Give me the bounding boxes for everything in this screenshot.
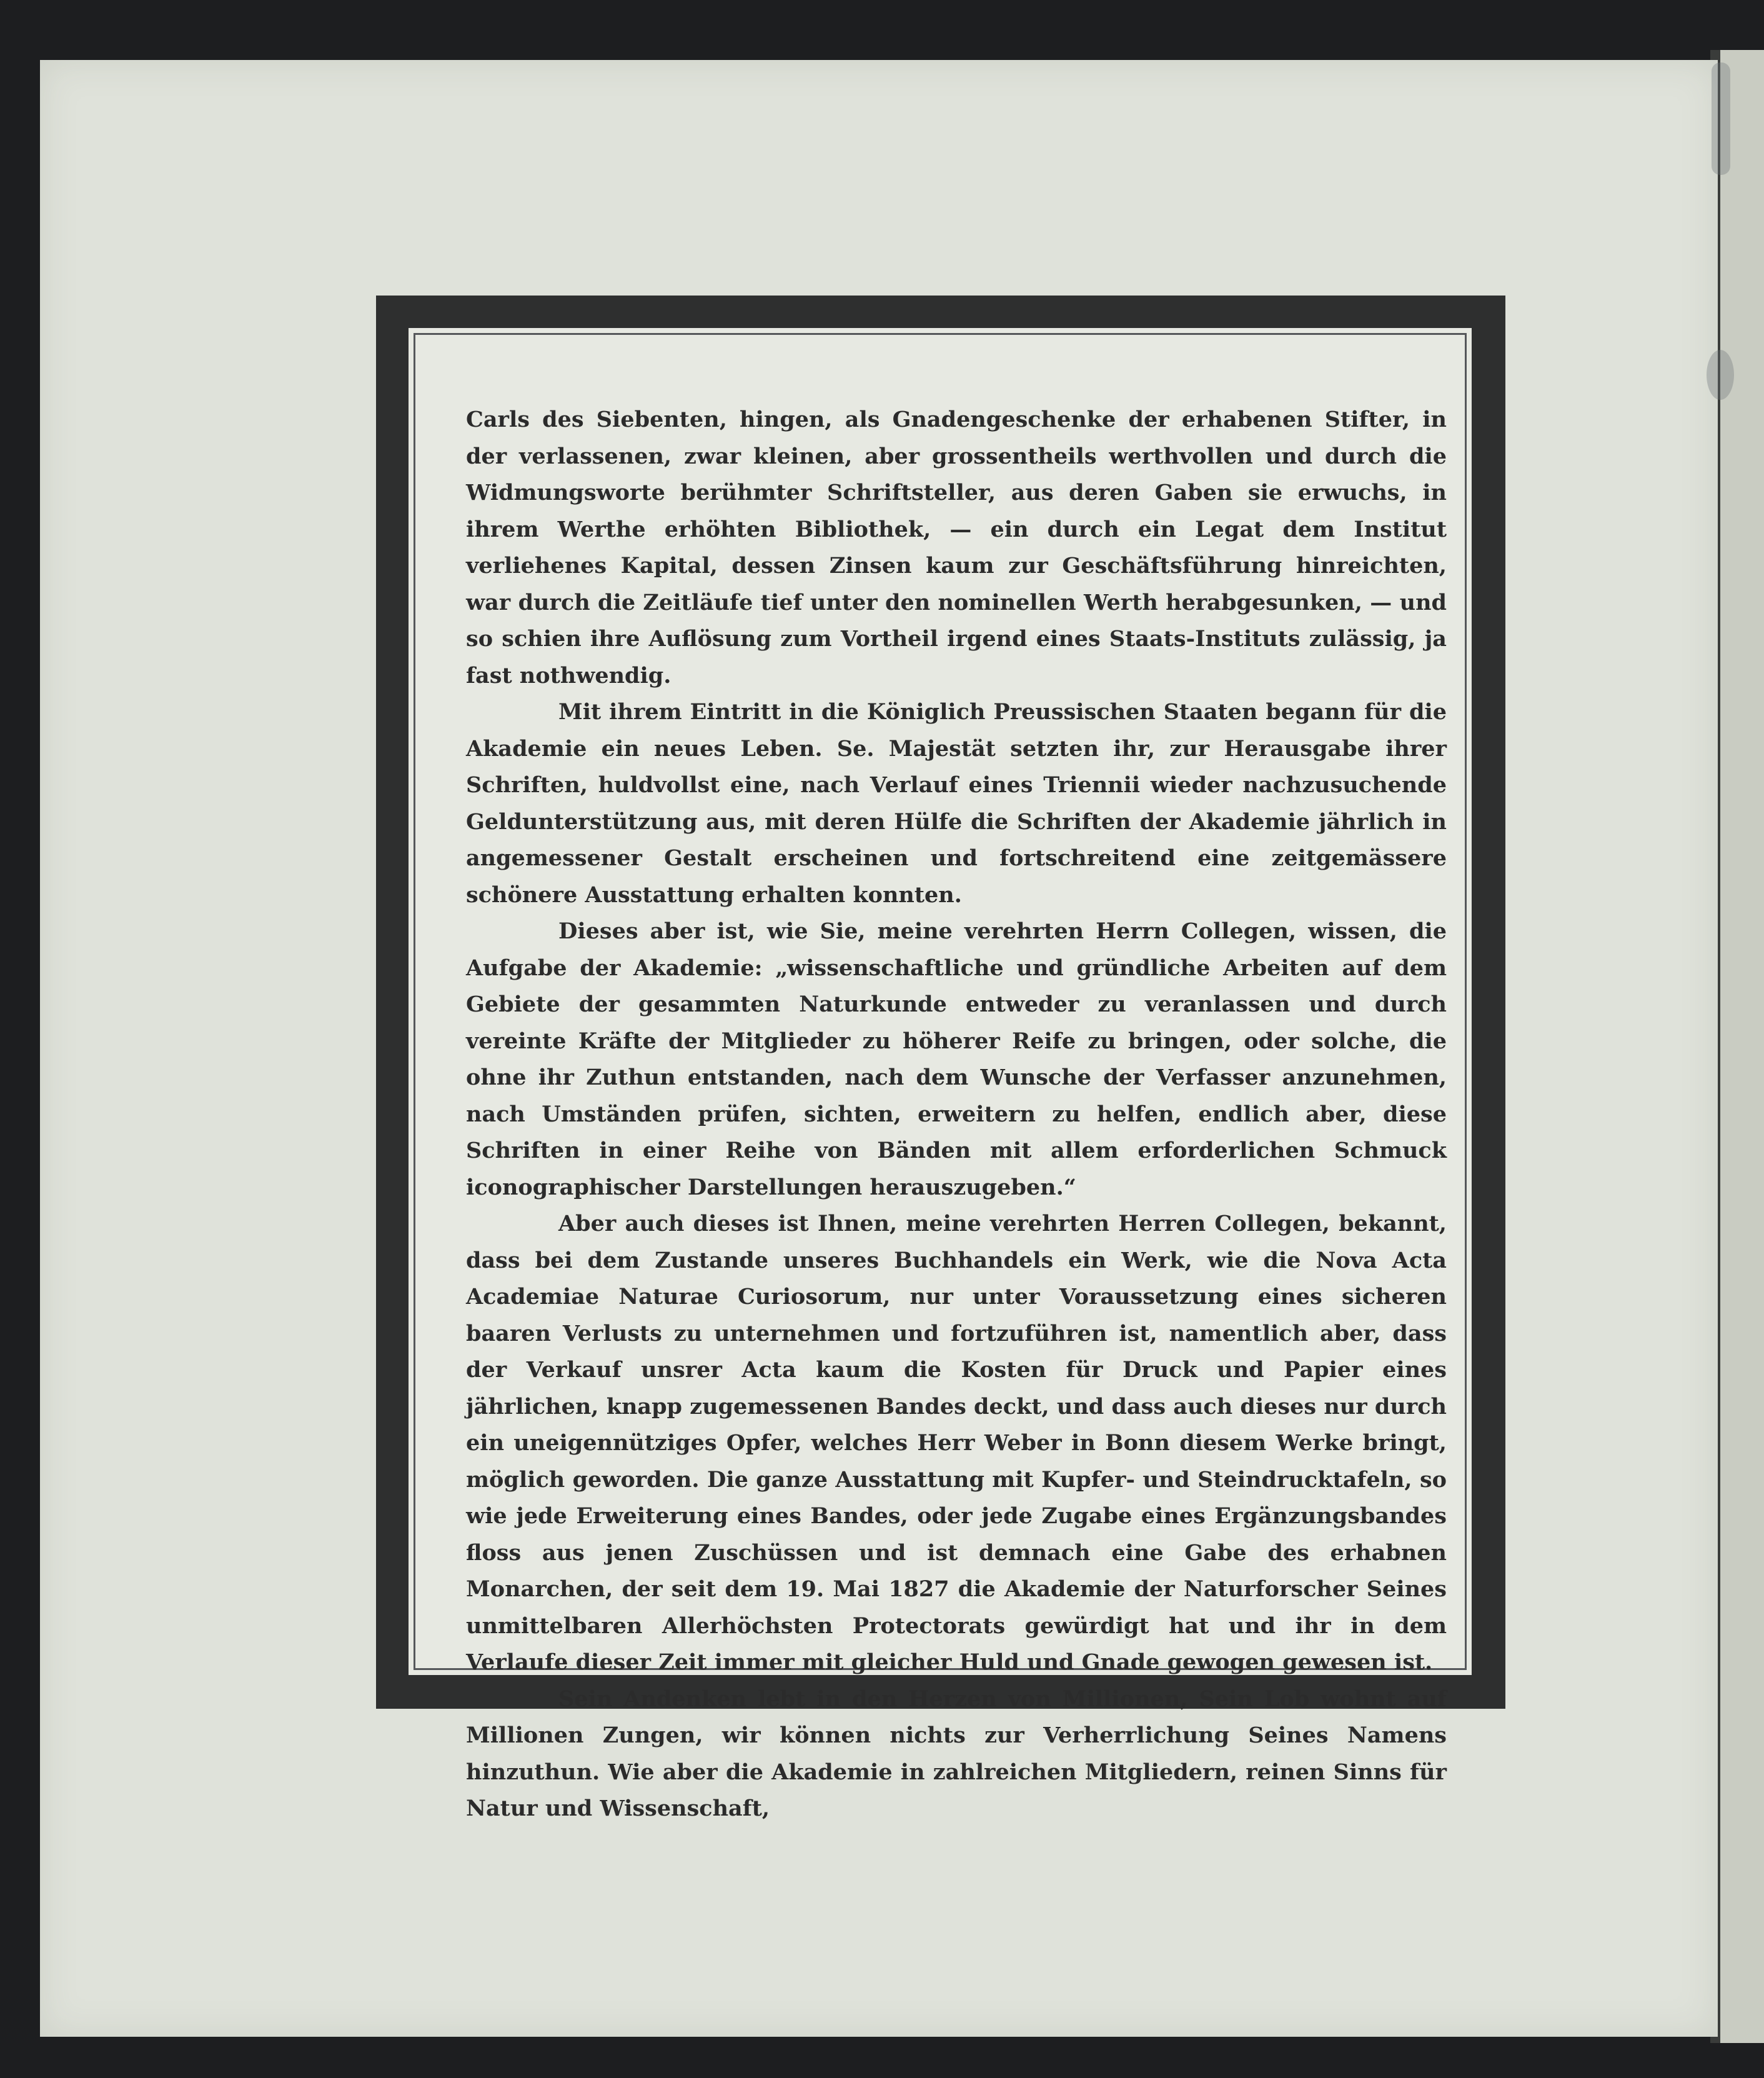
paragraph-5: Sein Andenken lebt in den Herzen von Millionen, Sein Lob wohnt auf Millionen Zungen, wir können nichts zur Verherrlichung Seines Namens hinzuthun. Wie aber die Akademie in zahlreichen Mitgliedern, reinen Sinns für Natur und Wissenschaft, xyxy=(466,1686,1447,1821)
paper-stain xyxy=(1707,350,1734,400)
body-text xyxy=(466,402,1447,1827)
paper-stain xyxy=(1712,62,1730,175)
paragraph-2: Mit ihrem Eintritt in die Königlich Preussischen Staaten begann für die Akademie ein neues Leben. Se. Majestät setzten ihr, zur Herausgabe ihrer Schriften, huldvollst eine, nach Verlauf eines Triennii wieder nachzusuchende Geldunterstützung aus, mit deren Hülfe die Schriften der Akademie jährlich in angemessener Gestalt erscheinen und fortschreitend eine zeitgemässere schönere Ausstattung erhalten konnten. xyxy=(466,699,1447,908)
paragraph-1: Carls des Siebenten, hingen, als Gnadengeschenke der erhabenen Stifter, in der verlassenen, zwar kleinen, aber grossentheils werthvollen und durch die Widmungsworte berühmter Schriftsteller, aus deren Gaben sie erwuchs, in ihrem Werthe erhöhten Bibliothek, — ein durch ein Legat dem Institut verliehenes Kapital, dessen Zinsen kaum zur Geschäftsführung hinreichten, war durch die Zeitläufe tief unter den nominellen Werth herabgesunken, — und so schien ihre Auflösung zum Vortheil irgend eines Staats-Instituts zulässig, ja fast nothwendig. xyxy=(466,407,1447,689)
paragraph-3: Dieses aber ist, wie Sie, meine verehrten Herrn Collegen, wissen, die Aufgabe der Akademie: „wissenschaftliche und gründliche Arbeiten auf dem Gebiete der gesammten Naturkunde entweder zu veranlassen und durch vereinte Kräfte der Mitglieder zu höherer Reife zu bringen, oder solche, die ohne ihr Zuthun entstanden, nach dem Wunsche der Verfasser anzunehmen, nach Umständen prüfen, sichten, erweitern zu helfen, endlich aber, diese Schriften in einer Reihe von Bänden mit allem erforderlichen Schmuck iconographischer Darstellungen herauszugeben.“ xyxy=(466,918,1447,1200)
paragraph-4: Aber auch dieses ist Ihnen, meine verehrten Herren Collegen, bekannt, dass bei dem Zustande unseres Buchhandels ein Werk, wie die Nova Acta Academiae Naturae Curiosorum, nur unter Voraussetzung eines sicheren baaren Verlusts zu unternehmen und fortzuführen ist, namentlich aber, dass der Verkauf unsrer Acta kaum die Kosten für Druck und Papier eines jährlichen, knapp zugemessenen Bandes deckt, und dass auch dieses nur durch ein uneigennütziges Opfer, welches Herr Weber in Bonn diesem Werke bringt, möglich geworden. Die ganze Ausstattung mit Kupfer- und Steindrucktafeln, so wie jede Erweiterung eines Bandes, oder jede Zugabe eines Ergänzungsbandes floss aus jenen Zuschüssen und ist demnach eine Gabe des erhabnen Monarchen, der seit dem 19. Mai 1827 die Akademie der Naturforscher Seines unmittelbaren Allerhöchsten Protectorats gewürdigt hat und ihr in dem Verlaufe dieser Zeit immer mit gleicher Huld und Gnade gewogen gewesen ist. xyxy=(466,1211,1447,1675)
adjacent-page-edge xyxy=(1719,50,1764,2043)
mourning-border-frame xyxy=(376,296,1505,1821)
